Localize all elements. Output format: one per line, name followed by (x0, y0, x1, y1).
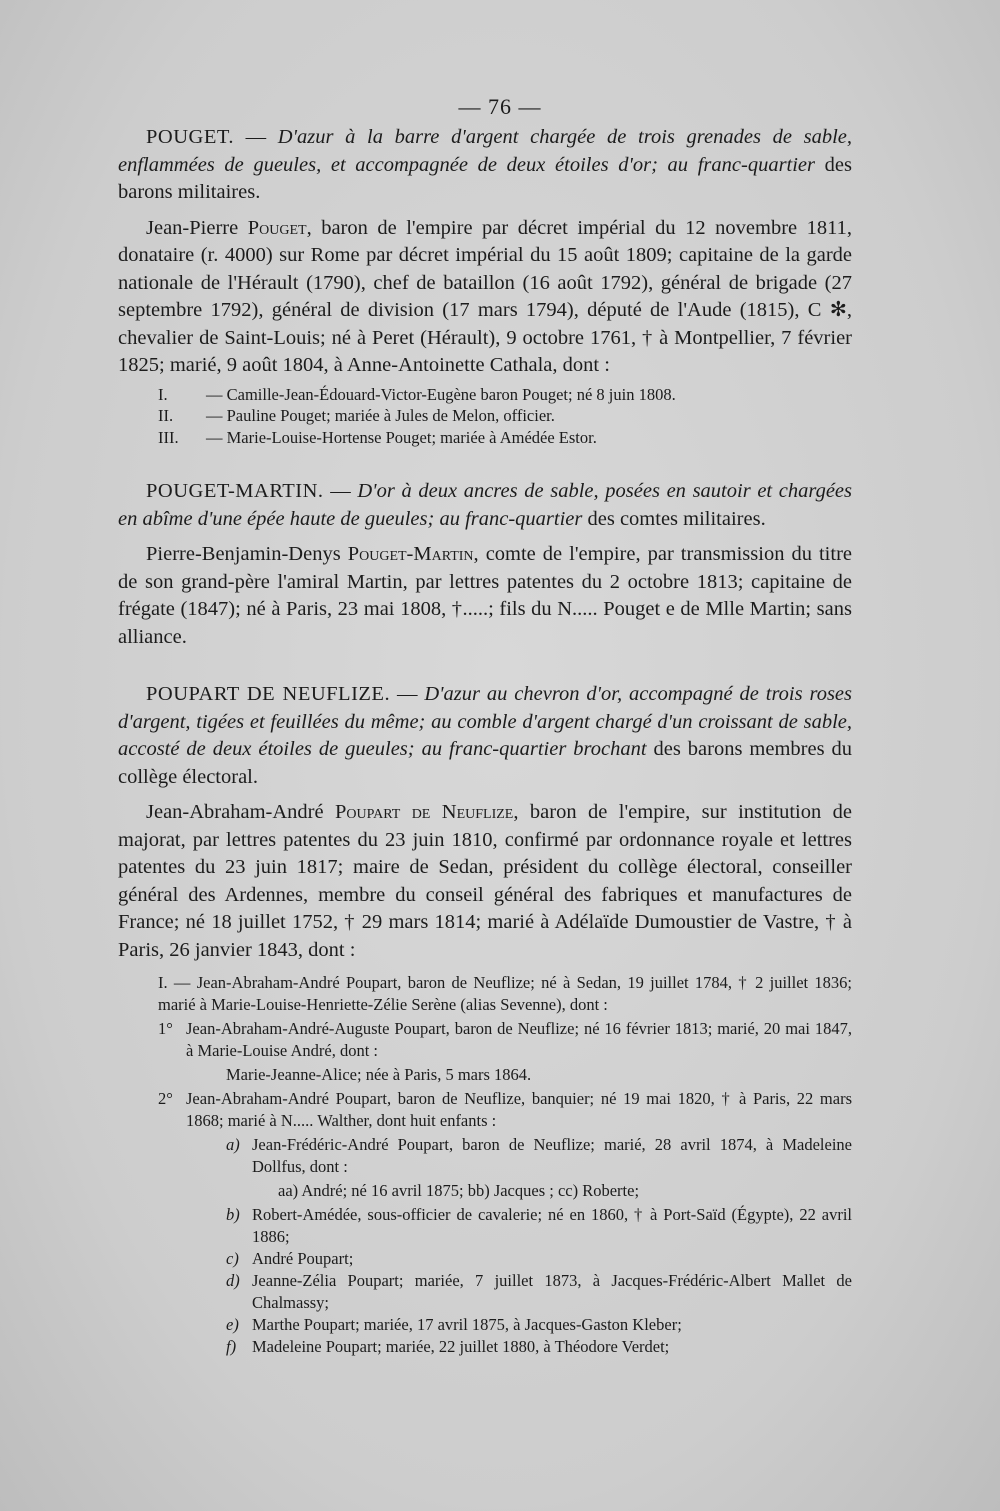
list-item: c) André Poupart; (226, 1249, 354, 1268)
bio-surname: Poupart de Neuflize (335, 801, 514, 823)
list-item: f) Madeleine Poupart; mariée, 22 juillet 1880, à Théodore Verdet; (226, 1337, 670, 1356)
list-item: b) Robert-Amédée, sous-officier de cavalerie; né en 1860, † à Port-Saïd (Égypte), 22 avril 1886; (226, 1205, 852, 1246)
entry-pouget-martin-arms (118, 478, 852, 533)
great-grandchildren: aa) André; né 16 avril 1875; bb) Jacques ; cc) Roberte; (278, 1181, 640, 1200)
list-item: e) Marthe Poupart; mariée, 17 avril 1875, à Jacques-Gaston Kleber; (226, 1315, 682, 1334)
dash: — (323, 480, 358, 502)
descendants-list (118, 972, 852, 1358)
list-item: III. — Marie-Louise-Hortense Pouget; mariée à Amédée Estor. (158, 427, 597, 447)
page-number: — 76 — (458, 94, 542, 119)
blazon-tail: des comtes militaires. (582, 507, 766, 530)
blazon-tail: des barons militaires. (118, 153, 853, 203)
entry-pouget-arms (118, 124, 852, 207)
dash: — (233, 126, 278, 148)
entry-name: POUGET-MARTIN. (146, 480, 324, 502)
grandchild-2: 2° Jean-Abraham-André Poupart, baron de Neuflize, banquier; né 19 mai 1820, † à Paris, 22 mars 1868; marié à N..... Walther, dont huit enfants : (158, 1089, 852, 1130)
list-item: I. — Camille-Jean-Édouard-Victor-Eugène baron Pouget; né 8 juin 1808. (158, 384, 676, 404)
blazon-tail: des barons membres du collège électoral. (118, 738, 852, 788)
bio-first-names: Pierre-Benjamin-Denys (146, 543, 348, 565)
entry-poupart-bio (118, 799, 852, 964)
entry-pouget-martin-bio (118, 541, 852, 651)
bio-surname: Pouget-Martin (347, 543, 474, 565)
bio-text: , baron de l'empire par décret impérial du 12 novembre 1811, donataire (r. 4000) sur Rome par décret impérial du 15 août 1809; capitaine de la garde nationale de l'Hérault (1790), chef de bataillon (16 août 1792), général de brigade (27 septembre 1792), général de division (17 mars 1794), député de l'Aude (1815), C ✻, chevalier de Saint-Louis; né à Peret (Hérault), 9 octobre 1761, † à Montpellier, 7 février 1825; marié, 9 août 1804, à Anne-Antoinette Cathala, dont : (118, 216, 853, 376)
bio-text: , comte de l'empire, par transmission du titre de son grand-père l'amiral Martin, par lettres patentes du 2 octobre 1813; capitaine de frégate (1847); né à Paris, 23 mai 1808, †.....; fils du N..... Pouget e de Mlle Martin; sans alliance. (118, 543, 852, 648)
bio-surname: Pouget (247, 216, 307, 239)
blazon-text: D'azur à la barre d'argent chargée de trois grenades de sable, enflammées de gueules, et accompagnée de deux étoiles d'or; au franc-quartier (118, 126, 853, 176)
bio-first-names: Jean-Pierre (146, 216, 248, 239)
child-I: I. — Jean-Abraham-André Poupart, baron de Neuflize; né à Sedan, 19 juillet 1784, † 2 juillet 1836; marié à Marie-Louise-Henriette-Zélie Serène (alias Sevenne), dont : (158, 973, 852, 1014)
blazon-text: D'or à deux ancres de sable, posées en sautoir et chargées en abîme d'une épée haute de gueules; au franc-quartier (118, 480, 853, 530)
entry-pouget-bio (118, 215, 852, 380)
list-item: II. — Pauline Pouget; mariée à Jules de Melon, officier. (158, 406, 555, 425)
dash: — (390, 683, 425, 705)
list-item: d) Jeanne-Zélia Poupart; mariée, 7 juillet 1873, à Jacques-Frédéric-Albert Mallet de Chalmassy; (226, 1271, 852, 1312)
page-body (118, 124, 852, 1358)
list-item: a) Jean-Frédéric-André Poupart, baron de Neuflize; marié, 28 avril 1874, à Madeleine Dollfus, dont : (226, 1135, 852, 1176)
bio-text: , baron de l'empire, sur institution de majorat, par lettres patentes du 23 juin 1810, confirmé par ordonnance royale et lettres patentes du 23 juin 1817; maire de Sedan, président du collège électoral, conseiller général des Ardennes, membre du conseil général des fabriques et manufactures de France; né 18 juillet 1752, † 29 mars 1814; marié à Adélaïde Dumoustier de Vastre, † à Paris, 26 janvier 1843, dont : (118, 801, 852, 961)
entry-name: POUPART DE NEUFLIZE. (146, 683, 391, 705)
great-grandchild: Marie-Jeanne-Alice; née à Paris, 5 mars 1864. (226, 1065, 532, 1084)
grandchild-1: 1° Jean-Abraham-André-Auguste Poupart, baron de Neuflize; né 16 février 1813; marié, 20 mai 1847, à Marie-Louise André, dont : (158, 1019, 852, 1060)
entry-name: POUGET. (146, 126, 234, 148)
entry-poupart-arms (118, 681, 852, 791)
children-list (118, 384, 852, 449)
blazon-text: D'azur au chevron d'or, accompagné de trois roses d'argent, tigées et feuillées du même; au comble d'argent chargé d'un croissant de sable, accosté de deux étoiles de gueules; au franc-quartier brochant (118, 683, 852, 760)
bio-first-names: Jean-Abraham-André (146, 801, 335, 823)
